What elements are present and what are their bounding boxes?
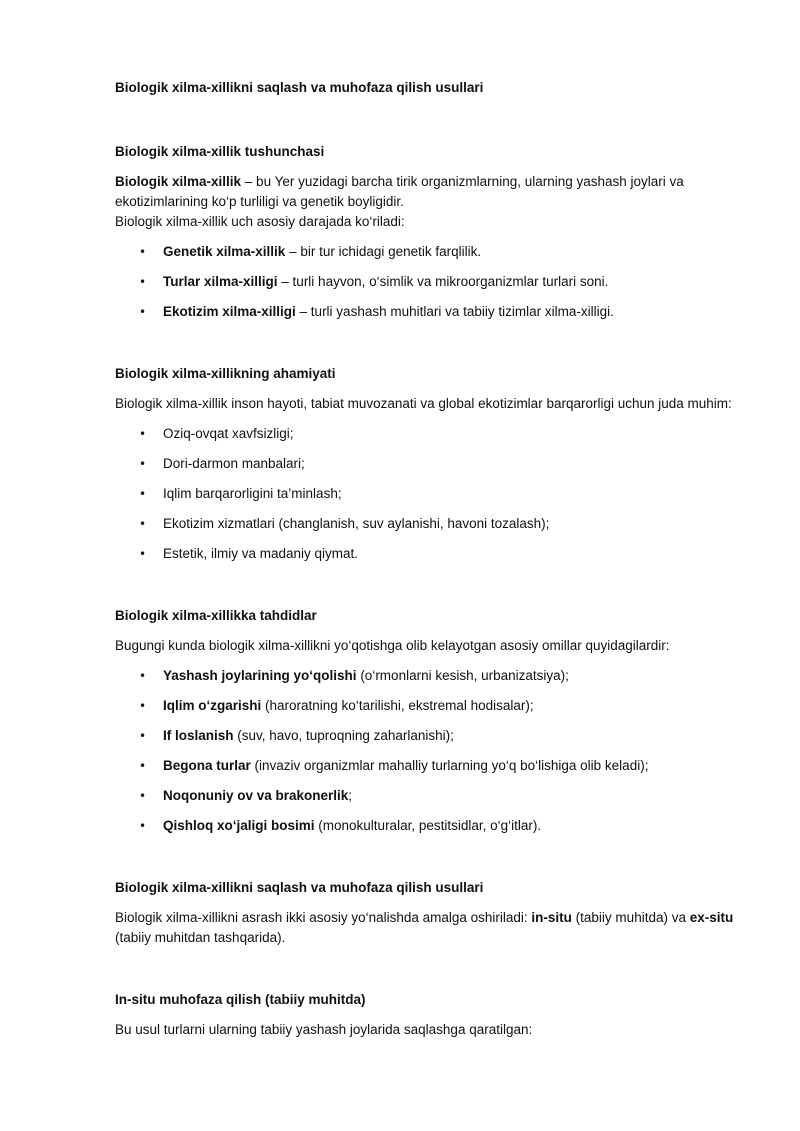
list-item: • Dori-darmon manbalari; xyxy=(115,454,740,474)
methods-text-start: Biologik xilma-xillikni asrash ikki asosiy yo‘nalishda amalga oshiriladi: xyxy=(115,910,532,925)
list-item: • Oziq-ovqat xavfsizligi; xyxy=(115,424,740,444)
levels-list xyxy=(115,242,740,322)
list-item-desc: (monokulturalar, pestitsidlar, o‘g‘itlar). xyxy=(314,818,542,833)
section-methods xyxy=(115,878,740,948)
list-item-desc: (o‘rmonlarni kesish, urbanizatsiya); xyxy=(356,668,569,683)
list-item xyxy=(115,786,740,806)
levels-intro: Biologik xilma-xillik uch asosiy darajada ko‘riladi: xyxy=(115,214,405,229)
list-item-term: Genetik xilma-xillik xyxy=(163,244,286,259)
section-heading-in-situ: In-situ muhofaza qilish (tabiiy muhitda) xyxy=(115,992,366,1007)
in-situ-intro: Bu usul turlarni ularning tabiiy yashash joylarida saqlashga qaratilgan: xyxy=(115,1022,533,1037)
methods-term-ex-situ: ex-situ xyxy=(689,910,734,925)
section-in-situ xyxy=(115,990,740,1040)
list-item xyxy=(115,816,740,836)
section-heading-importance: Biologik xilma-xillikning ahamiyati xyxy=(115,366,336,381)
methods-term-in-situ: in-situ xyxy=(531,910,572,925)
definition-term: Biologik xilma-xillik xyxy=(115,174,242,189)
list-item-desc: (haroratning ko‘tarilishi, ekstremal hodisalar); xyxy=(261,698,534,713)
section-heading-threats: Biologik xilma-xillikka tahdidlar xyxy=(115,608,317,623)
list-item: • Estetik, ilmiy va madaniy qiymat. xyxy=(115,544,740,564)
section-threats xyxy=(115,606,740,836)
list-item xyxy=(115,726,740,746)
document-title: Biologik xilma-xillikni saqlash va muhofaza qilish usullari xyxy=(115,80,484,95)
list-item-desc: (invaziv organizmlar mahalliy turlarning yo‘q bo‘lishiga olib keladi); xyxy=(250,758,649,773)
section-concept xyxy=(115,142,740,322)
list-item-term: Ekotizim xilma-xilligi xyxy=(163,304,296,319)
section-heading-methods: Biologik xilma-xillikni saqlash va muhofaza qilish usullari xyxy=(115,880,484,895)
methods-paragraph xyxy=(115,908,740,948)
definition-line2: ekotizimlarining ko‘p turliligi va genetik boyligidir. xyxy=(115,194,404,209)
list-item-term: Qishloq xo‘jaligi bosimi xyxy=(163,818,315,833)
list-item xyxy=(115,696,740,716)
threats-list xyxy=(115,666,740,836)
list-item-desc: ; xyxy=(348,788,353,803)
threats-intro: Bugungi kunda biologik xilma-xillikni yo‘qotishga olib kelayotgan asosiy omillar quyidagilardir: xyxy=(115,638,670,653)
list-item: • Ekotizim xizmatlari (changlanish, suv aylanishi, havoni tozalash); xyxy=(115,514,740,534)
list-item xyxy=(115,272,740,292)
list-item-desc: – bir tur ichidagi genetik farqlilik. xyxy=(285,244,482,259)
list-item xyxy=(115,242,740,262)
methods-text-end: (tabiiy muhitdan tashqarida). xyxy=(115,930,286,945)
list-item-desc: – turli hayvon, o‘simlik va mikroorganizmlar turlari soni. xyxy=(277,274,609,289)
list-item-term: Noqonuniy ov va brakonerlik xyxy=(163,788,349,803)
methods-text-mid: (tabiiy muhitda) va xyxy=(571,910,690,925)
list-item: • Iqlim barqarorligini ta’minlash; xyxy=(115,484,740,504)
list-item xyxy=(115,756,740,776)
list-item xyxy=(115,302,740,322)
section-importance xyxy=(115,364,740,564)
list-item-term: Begona turlar xyxy=(163,758,251,773)
definition-paragraph xyxy=(115,172,740,212)
list-item-term: Yashash joylarining yo‘qolishi xyxy=(163,668,357,683)
list-item-desc: – turli yashash muhitlari va tabiiy tizimlar xilma-xilligi. xyxy=(295,304,614,319)
list-item-term: If loslanish xyxy=(163,728,234,743)
list-item-term: Iqlim o‘zgarishi xyxy=(163,698,262,713)
list-item-term: Turlar xilma-xilligi xyxy=(163,274,278,289)
list-item-desc: (suv, havo, tuproqning zaharlanishi); xyxy=(233,728,454,743)
section-heading-concept: Biologik xilma-xillik tushunchasi xyxy=(115,144,325,159)
list-item xyxy=(115,666,740,686)
importance-list xyxy=(115,424,740,564)
definition-line1: – bu Yer yuzidagi barcha tirik organizmlarning, ularning yashash joylari va xyxy=(241,174,684,189)
importance-intro: Biologik xilma-xillik inson hayoti, tabiat muvozanati va global ekotizimlar barqarorligi uchun juda muhim: xyxy=(115,396,732,411)
